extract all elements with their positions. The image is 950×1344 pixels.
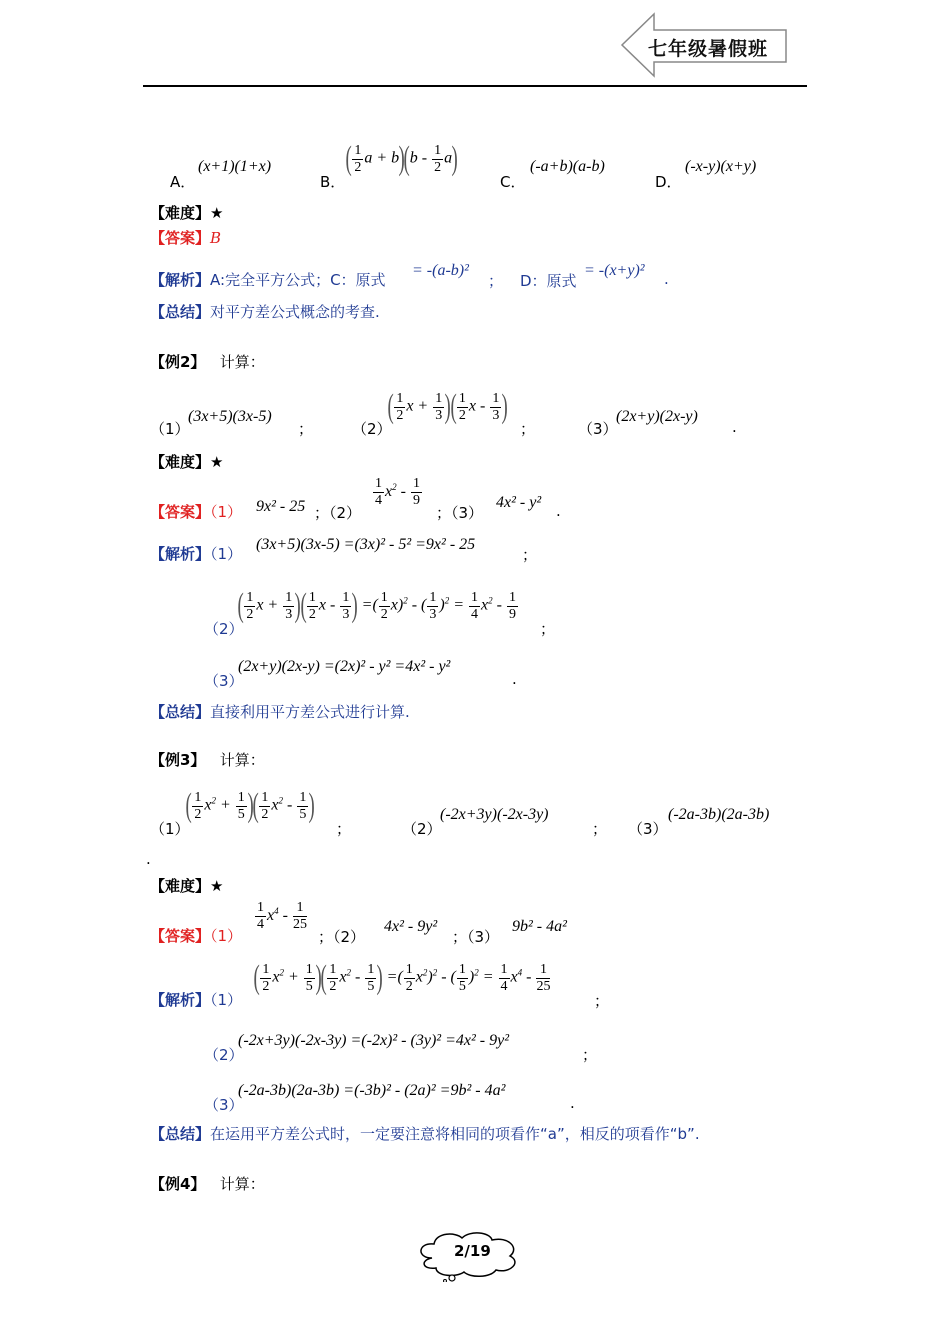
- ex3-an1-expr: ( $\frac{1}{2}$ $x^2$ + $\frac{1}{5}$ )( $\frac{1}{2}$ $x^2$ - $\frac{1}{5}$ ) =( $\frac{1}{2}$ $x^2)^2$ - ( $\frac{1}{5}$ )$^2$ = $\frac{1}{4}$ $x^4$ - $\frac{1}{25}$: [253, 959, 551, 996]
- ex2-p2-expr: ( $\frac{1}{2}$ x + $\frac{1}{3}$ )( $\frac{1}{2}$ x - $\frac{1}{3}$ ): [387, 388, 509, 425]
- ex3-summary-text: 在运用平方差公式时，一定要注意将相同的项看作“a”，相反的项看作“b”.: [210, 1125, 700, 1143]
- ex3-title: 【例3】: [150, 751, 206, 769]
- ex2-an3: （3）: [204, 672, 244, 690]
- ex3-answer3-expr: 9b² - 4a²: [512, 918, 567, 935]
- ex2-an2: （2）: [204, 620, 244, 638]
- ex3-p2: （2）: [402, 820, 442, 838]
- ex4-title: 【例4】: [150, 1175, 206, 1193]
- q1-summary-label: 【总结】: [150, 303, 211, 321]
- ex3-an2: （2）: [204, 1046, 244, 1064]
- ex2-p1-expr: (3x+5)(3x-5): [188, 408, 272, 425]
- ex3-p1-expr: ( $\frac{1}{2}$ $x^2$ + $\frac{1}{5}$ )( $\frac{1}{2}$ $x^2$ - $\frac{1}{5}$ ): [185, 787, 316, 824]
- option-c-label: C．: [500, 173, 526, 191]
- ex3-answer1: （1）: [210, 927, 243, 945]
- q1-answer-value: B: [210, 229, 222, 247]
- q1-difficulty: 【难度】★: [150, 204, 224, 222]
- option-b-expr: ( $\frac{1}{2}$ a + b)(b - $\frac{1}{2}$ a): [345, 140, 458, 177]
- ex3-analysis-label: 【解析】: [150, 991, 211, 1009]
- footer-page-number: 2/19: [454, 1242, 491, 1260]
- ex3-an3: （3）: [204, 1096, 244, 1114]
- ex3-answer-label: 【答案】: [150, 927, 211, 945]
- ex3-p3: （3）: [628, 820, 668, 838]
- ex2-answer3-expr: 4x² - y²: [496, 494, 542, 511]
- ex3-an3-expr: (-2a-3b)(2a-3b) =(-3b)² - (2a)² =9b² - 4a²: [238, 1082, 506, 1099]
- q1-analysis-label: 【解析】: [150, 271, 211, 289]
- q1-summary-text: 对平方差公式概念的考查.: [210, 303, 380, 321]
- ex2-summary-text: 直接利用平方差公式进行计算.: [210, 703, 410, 721]
- ex3-difficulty: 【难度】★: [150, 877, 224, 895]
- option-a-label: A．: [170, 173, 196, 191]
- ex3-answer2: ；（2）: [318, 928, 366, 946]
- ex2-answer-label: 【答案】: [150, 503, 211, 521]
- ex2-answer2: ；（2）: [314, 504, 362, 522]
- ex2-p3: （3）: [578, 420, 618, 438]
- ex3-p3-expr: (-2a-3b)(2a-3b): [668, 806, 770, 823]
- q1-answer-label: 【答案】: [150, 229, 211, 247]
- ex2-analysis-label: 【解析】: [150, 545, 211, 563]
- option-a-expr: (x+1)(1+x): [198, 158, 272, 175]
- ex2-answer2-expr: $\frac{1}{4}$ $x^2$ - $\frac{1}{9}$: [375, 476, 420, 508]
- ex2-difficulty: 【难度】★: [150, 453, 224, 471]
- option-b-label: B．: [320, 173, 346, 191]
- ex3-p2-expr: (-2x+3y)(-2x-3y): [440, 806, 549, 823]
- ex3-answer2-expr: 4x² - 9y²: [384, 918, 438, 935]
- ex3-p1: （1）: [150, 820, 190, 838]
- ex3-answer3: ；（3）: [452, 928, 500, 946]
- q1-analysis-sep: ；: [488, 272, 504, 290]
- ex2-title: 【例2】: [150, 353, 206, 371]
- q1-analysis-d: D：原式: [520, 272, 577, 290]
- ex3-an1: （1）: [210, 991, 243, 1009]
- q1-analysis-d-expr: = -(x+y)²: [584, 262, 645, 279]
- ex3-summary-label: 【总结】: [150, 1125, 211, 1143]
- ex2-p1: （1）: [150, 420, 190, 438]
- ex2-answer3: ；（3）: [436, 504, 484, 522]
- q1-analysis-end: .: [664, 270, 669, 288]
- ex2-p2: （2）: [352, 420, 392, 438]
- ex2-an2-expr: ( $\frac{1}{2}$ x + $\frac{1}{3}$ )( $\frac{1}{2}$ x - $\frac{1}{3}$ ) =( $\frac{1}{2}$ x)$^2$ - ( $\frac{1}{3}$ )$^2$ = $\frac{1}{4}$ $x^2$ - $\frac{1}{9}$: [237, 587, 516, 624]
- header-rule: [143, 85, 807, 87]
- ex2-an3-expr: (2x+y)(2x-y) =(2x)² - y² =4x² - y²: [238, 658, 451, 675]
- ex4-compute: 计算：: [219, 1175, 265, 1193]
- ex3-answer1-expr: $\frac{1}{4}$ $x^4$ - $\frac{1}{25}$: [257, 900, 307, 932]
- ex2-answer1-expr: 9x² - 25: [256, 498, 306, 515]
- option-c-expr: (-a+b)(a-b): [530, 158, 605, 175]
- option-d-label: D．: [655, 173, 682, 191]
- ex2-compute: 计算：: [219, 353, 265, 371]
- option-d-expr: (-x-y)(x+y): [685, 158, 757, 175]
- ex2-an1-expr: (3x+5)(3x-5) =(3x)² - 5² =9x² - 25: [256, 536, 476, 553]
- q1-analysis-c-expr: = -(a-b)²: [412, 262, 469, 279]
- ex3-an2-expr: (-2x+3y)(-2x-3y) =(-2x)² - (3y)² =4x² - 9y²: [238, 1032, 509, 1049]
- ex2-answer1: （1）: [210, 503, 243, 521]
- ex2-summary-label: 【总结】: [150, 703, 211, 721]
- ex2-an1: （1）: [210, 545, 243, 563]
- ex3-compute: 计算：: [219, 751, 265, 769]
- header-title: 七年级暑假班: [648, 38, 769, 60]
- q1-analysis-a: A:完全平方公式；C：原式: [210, 271, 386, 289]
- ex2-p3-expr: (2x+y)(2x-y): [616, 408, 698, 425]
